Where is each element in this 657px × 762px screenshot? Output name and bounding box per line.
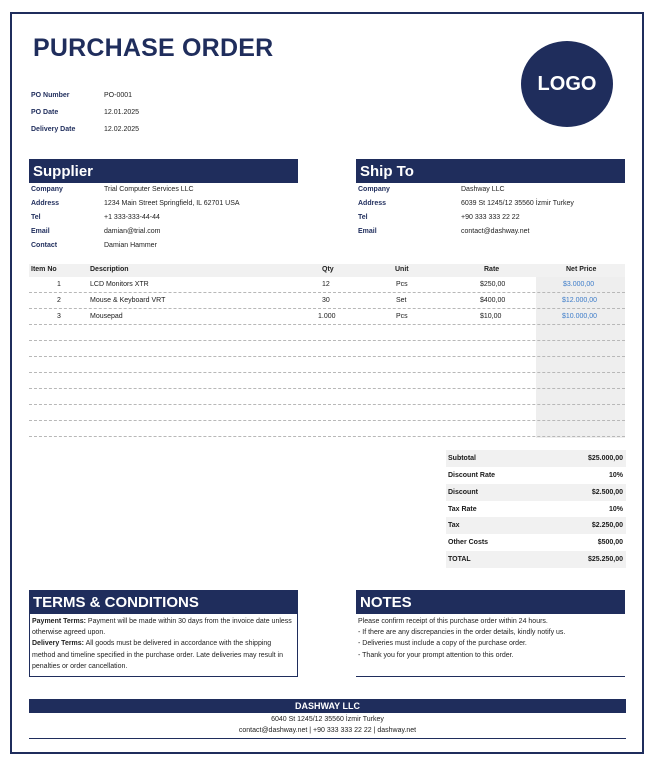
supplier-heading: Supplier (29, 159, 298, 183)
supplier-email-label: Email (31, 228, 50, 235)
ship-to-tel-value: +90 333 333 22 22 (461, 214, 520, 221)
other-costs-row (446, 534, 626, 551)
total-value: $25.250,00 (587, 556, 623, 563)
footer-company: DASHWAY LLC (29, 699, 626, 713)
discount-row (446, 484, 626, 501)
delivery-terms-text: All goods must be delivered in accordance with the shipping method and timeline specified in the purchase order. Late deliveries may result in penalties or order cancellation. (32, 640, 283, 670)
notes-line: - If there are any discrepancies in the order details, kindly notify us. (358, 629, 566, 637)
footer-address: 6040 St 1245/12 35560 İzmir Turkey (271, 716, 384, 723)
discount-rate-row (446, 467, 626, 484)
header-qty: Qty (322, 266, 334, 273)
discount-rate-label: Discount Rate (448, 472, 496, 479)
delivery-date-value: 12.02.2025 (104, 126, 140, 133)
notes-rule (356, 676, 625, 677)
empty-table-row (29, 421, 625, 437)
tax-value: $2.250,00 (591, 522, 623, 529)
delivery-date-label: Delivery Date (31, 126, 76, 133)
qty-cell: 12 (322, 281, 330, 288)
notes-line: - Thank you for your prompt attention to this order. (358, 651, 514, 659)
net-price-cell: $3.000,00 (563, 281, 595, 288)
delivery-terms-label: Delivery Terms: (32, 640, 85, 648)
tax-rate-row (446, 501, 626, 518)
other-costs-label: Other Costs (448, 539, 489, 546)
ship-to-company-value: Dashway LLC (461, 186, 505, 193)
payment-terms-label: Payment Terms: (32, 618, 86, 625)
total-label: TOTAL (448, 556, 471, 563)
empty-table-row (29, 357, 625, 373)
header-item-no: Item No (31, 266, 57, 273)
description-cell: Mouse & Keyboard VRT (90, 297, 166, 304)
supplier-contact-label: Contact (31, 242, 58, 249)
discount-rate-value: 10% (608, 472, 623, 479)
table-row (29, 309, 625, 325)
supplier-tel-value: +1 333-333-44-44 (104, 214, 160, 221)
unit-cell: Set (396, 297, 407, 304)
rate-cell: $250,00 (480, 281, 506, 288)
supplier-tel-label: Tel (31, 214, 41, 221)
po-number-value: PO-0001 (104, 92, 133, 99)
header-description: Description (90, 266, 129, 273)
table-row (29, 293, 625, 309)
empty-table-row (29, 405, 625, 421)
ship-to-company-label: Company (358, 186, 390, 193)
notes-text (358, 616, 624, 661)
company-logo: LOGO (521, 41, 613, 127)
supplier-email-value: damian@trial.com (104, 228, 161, 235)
item-no-cell: 1 (57, 281, 61, 288)
supplier-company-value: Trial Computer Services LLC (104, 186, 194, 193)
notes-line: Please confirm receipt of this purchase order within 24 hours. (358, 618, 548, 625)
terms-text (32, 616, 294, 672)
header-unit: Unit (395, 266, 409, 273)
rate-cell: $10,00 (480, 313, 502, 320)
rate-cell: $400,00 (480, 297, 506, 304)
supplier-contact-value: Damian Hammer (104, 242, 157, 249)
empty-table-row (29, 373, 625, 389)
tax-row (446, 517, 626, 534)
empty-table-row (29, 341, 625, 357)
subtotal-row (446, 450, 626, 467)
tax-label: Tax (448, 522, 460, 529)
po-date-label: PO Date (31, 109, 59, 116)
supplier-company-label: Company (31, 186, 63, 193)
ship-to-tel-label: Tel (358, 214, 368, 221)
empty-table-row (29, 389, 625, 405)
discount-value: $2.500,00 (591, 489, 623, 496)
delivery-terms (32, 638, 294, 672)
description-cell: LCD Monitors XTR (90, 281, 149, 288)
page-title: PURCHASE ORDER (33, 34, 274, 62)
subtotal-value: $25.000,00 (587, 455, 623, 462)
unit-cell: Pcs (396, 313, 408, 320)
items-table-header (29, 264, 625, 277)
item-no-cell: 2 (57, 297, 61, 304)
empty-table-row (29, 325, 625, 341)
header-rate: Rate (484, 266, 500, 273)
net-price-cell: $12.000,00 (562, 297, 598, 304)
discount-label: Discount (448, 489, 478, 496)
notes-line: - Deliveries must include a copy of the purchase order. (358, 640, 527, 648)
notes-heading: NOTES (356, 590, 625, 614)
supplier-address-value: 1234 Main Street Springfield, IL 62701 USA (104, 200, 240, 207)
header-net-price: Net Price (566, 266, 597, 273)
table-row (29, 277, 625, 293)
po-date-value: 12.01.2025 (104, 109, 140, 116)
description-cell: Mousepad (90, 313, 123, 320)
po-number-label: PO Number (31, 92, 70, 99)
item-no-cell: 3 (57, 313, 61, 320)
footer-rule (29, 738, 626, 739)
ship-to-email-label: Email (358, 228, 377, 235)
ship-to-email-value: contact@dashway.net (461, 228, 530, 235)
payment-terms-text: Payment will be made within 30 days from the invoice date unless otherwise agreed upon. (32, 618, 292, 637)
tax-rate-value: 10% (608, 506, 623, 513)
ship-to-address-value: 6039 St 1245/12 35560 İzmir Turkey (461, 200, 574, 207)
qty-cell: 1.000 (318, 313, 336, 320)
ship-to-heading: Ship To (356, 159, 625, 183)
supplier-address-label: Address (31, 200, 60, 207)
other-costs-value: $500,00 (597, 539, 623, 546)
net-price-cell: $10.000,00 (562, 313, 598, 320)
terms-heading: TERMS & CONDITIONS (29, 590, 298, 614)
qty-cell: 30 (322, 297, 330, 304)
ship-to-address-label: Address (358, 200, 387, 207)
tax-rate-label: Tax Rate (448, 506, 477, 513)
total-row (446, 551, 626, 568)
unit-cell: Pcs (396, 281, 408, 288)
payment-terms (32, 616, 294, 638)
subtotal-label: Subtotal (448, 455, 476, 462)
footer-contact: contact@dashway.net | +90 333 333 22 22 | dashway.net (238, 727, 417, 734)
